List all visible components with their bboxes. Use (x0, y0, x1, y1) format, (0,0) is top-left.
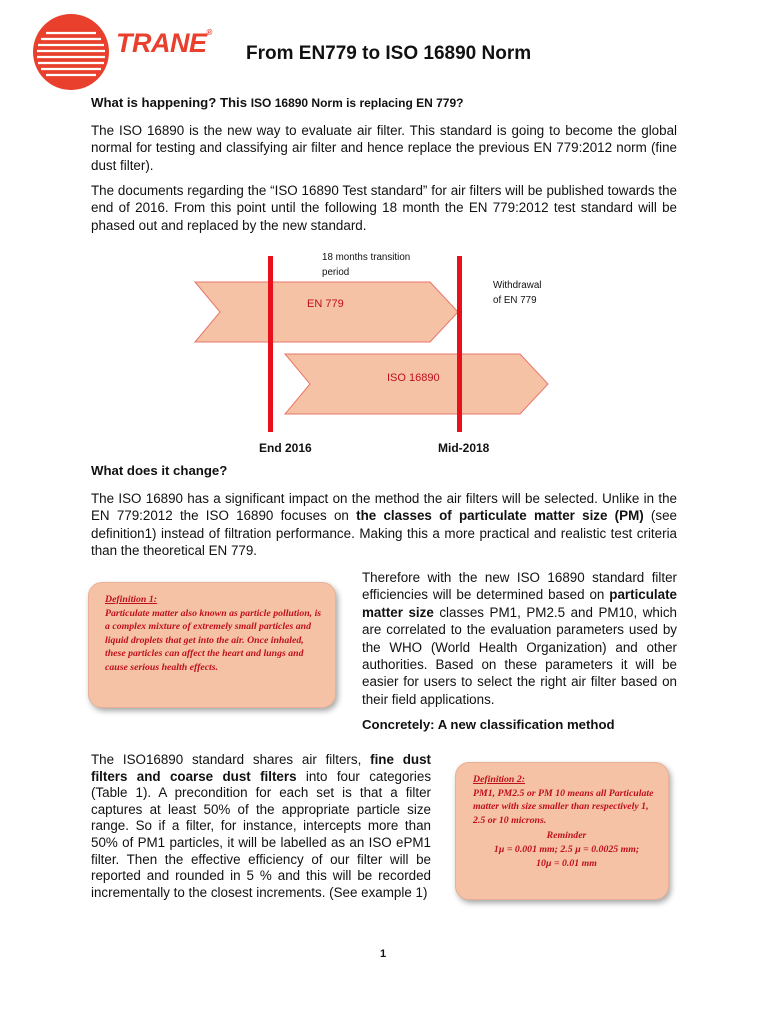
paragraph-impact: The ISO 16890 has a significant impact on the method the air filters will be selected. Unlike in the EN 779:2012 the ISO 16890 focuses on the classes of particulate matter size (PM) (see definition1) instead of filtration performance. Making this a more practical and realistic test criteria than the theoretical EN 779. (91, 491, 677, 559)
start-date-label: End 2016 (259, 441, 312, 455)
paragraph-pm-classes: Therefore with the new ISO 16890 standard filter efficiencies will be determined based on particulate matter size classes PM1, PM2.5 and PM10, which are correlated to the evaluation parameters used by the WHO (World Health Organization) and other authorities. Based on these parameters it will be easier for users to select the right air filter based on their field applications. (362, 570, 677, 707)
start-marker (268, 256, 273, 432)
brand-name: TRANE® (116, 28, 212, 58)
reminder-line-1: 1µ = 0.001 mm; 2.5 µ = 0.0025 mm; (493, 843, 640, 855)
en779-label: EN 779 (307, 298, 344, 310)
section-heading-change: What does it change? (91, 463, 228, 478)
definition-2-body: PM1, PM2.5 or PM 10 means all Particulate matter with size smaller than respectively 1, 2.5 or 10 microns. (473, 787, 654, 826)
reminder-line-2: 10µ = 0.01 mm (536, 857, 597, 869)
paragraph-publication: The documents regarding the “ISO 16890 Test standard” for air filters will be published towards the end of 2016. From this point until the following 18 month the EN 779:2012 test standard will be phased out and replaced by the new standard. (91, 183, 677, 233)
end-marker (457, 256, 462, 432)
transition-timeline (190, 248, 570, 473)
end-date-label: Mid-2018 (438, 441, 490, 455)
reminder-title: Reminder (546, 830, 587, 842)
section-heading-happening: What is happening? This ISO 16890 Norm is replacing EN 779? (91, 95, 464, 110)
paragraph-intro: The ISO 16890 is the new way to evaluate air filter. This standard is going to become the global normal for testing and classifying air filter and hence replace the previous EN 779:2012 norm (fine dust filter). (91, 123, 677, 173)
registered-mark: ® (206, 28, 212, 37)
definition-2-box (455, 762, 669, 900)
iso16890-arrow (285, 354, 548, 414)
section-heading-classification: Concretely: A new classification method (362, 717, 615, 732)
iso16890-label: ISO 16890 (387, 372, 440, 384)
definition-1-body: Particulate matter also known as particle pollution, is a complex mixture of extremely small particles and liquid droplets that get into the air. Once inhaled, these particles can affect the heart and lungs and cause serious health effects. (105, 607, 322, 673)
withdrawal-label: Withdrawal of EN 779 (493, 280, 542, 306)
definition-1-box (88, 582, 336, 708)
en779-arrow (195, 282, 458, 342)
definition-2-title: Definition 2: (473, 774, 525, 785)
definition-1-title: Definition 1: (105, 594, 157, 605)
page-number: 1 (380, 948, 387, 960)
page-title: From EN779 to ISO 16890 Norm (246, 43, 532, 64)
transition-period-label: 18 months transition period (322, 252, 411, 278)
paragraph-categories: The ISO16890 standard shares air filters, fine dust filters and coarse dust filters into four categories (Table 1). A precondition for each set is that a filter captures at least 50% of the appropriate particle size range. So if a filter, for instance, intercepts more than 50% of PM1 particles, it will be labelled as an ISO ePM1 filter. Then the effective efficiency of our filter will be reported and rounded in 5 % and this will be recorded incrementally to the closest increments. (See example 1) (91, 752, 432, 900)
trane-circle-logo-icon (32, 13, 110, 91)
